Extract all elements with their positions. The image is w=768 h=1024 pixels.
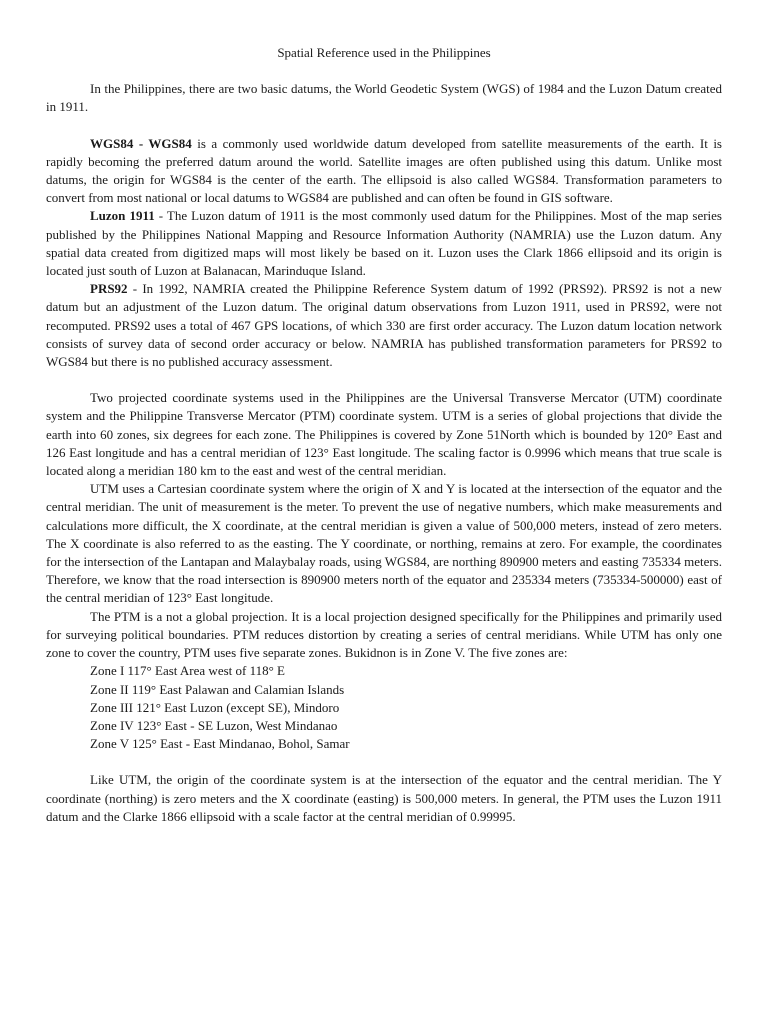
paragraph-gap	[46, 117, 722, 135]
zone-item: Zone V 125° East - East Mindanao, Bohol, Samar	[90, 736, 350, 752]
luzon1911-term: Luzon 1911	[90, 208, 155, 224]
utm-paragraph: UTM uses a Cartesian coordinate system where the origin of X and Y is located at the intersection of the equator and the central meridian. The unit of measurement is the meter. To prevent the use of negative numbers, which make measurements and calculations more difficult, the X coordinate, at the central meridian is given a value of 500,000 meters, instead of zero meters. The X coordinate is also referred to as the easting. The Y coordinate, or northing, remains at zero. For example, the coordinates for the intersection of the Lantapan and Malaybalay roads, using WGS84, are northing 890900 meters and easting 735334 meters. Therefore, we know that the road intersection is 890900 meters north of the equator and 235334 meters (735334-500000) east of the central meridian of 123° East longitude.	[46, 481, 722, 606]
ptm-paragraph: The PTM is a not a global projection. It is a local projection designed specifically for the Philippines and primarily used for surveying political boundaries. PTM reduces distortion by creating a series of central meridians. While UTM has only one zone to cover the country, PTM uses five separate zones. Bukidnon is in Zone V. The five zones are:	[46, 608, 722, 661]
intro-paragraph: In the Philippines, there are two basic datums, the World Geodetic System (WGS) of 1984 and the Luzon Datum created in 1911.	[46, 81, 722, 115]
luzon1911-text: - The Luzon datum of 1911 is the most commonly used datum for the Philippines. Most of the map series published by the Philippines National Mapping and Resource Information Authority (NAMRIA) use the Luzon datum. Any spatial data created from digitized maps will most likely be based on it. Luzon uses the Clark 1866 ellipsoid and its origin is located just south of Luzon at Balanacan, Marinduque Island.	[46, 208, 722, 279]
document-page	[46, 44, 722, 826]
prs92-text: - In 1992, NAMRIA created the Philippine Reference System datum of 1992 (PRS92). PRS92 is not a new datum but an adjustment of the Luzon datum. The original datum observations from Luzon 1911, used in PRS92, were not recomputed. PRS92 uses a total of 467 GPS locations, of which 330 are first order accuracy. The Luzon datum location network consists of survey data of second order accuracy or below. NAMRIA has published transformation parameters for PRS92 to WGS84 but there is no published accuracy assessment.	[46, 281, 722, 370]
wgs84-term: WGS84 - WGS84	[90, 135, 192, 151]
paragraph-gap	[46, 371, 722, 389]
zone-list	[46, 662, 722, 753]
wgs84-text: is a commonly used worldwide datum developed from satellite measurements of the earth. It is rapidly becoming the preferred datum around the world. Satellite images are often published using this datum. Unlike most datums, the origin for WGS84 is the center of the earth. The ellipsoid is also called WGS84. Transformation parameters to convert from most national or local datums to WGS84 are published and can often be found in GIS software.	[46, 135, 722, 206]
prs92-term: PRS92	[90, 281, 128, 297]
zone-item: Zone III 121° East Luzon (except SE), Mindoro	[90, 699, 340, 715]
zone-item: Zone II 119° East Palawan and Calamian Islands	[90, 681, 345, 697]
projections-paragraph: Two projected coordinate systems used in the Philippines are the Universal Transverse Mercator (UTM) coordinate system and the Philippine Transverse Mercator (PTM) coordinate system. UTM is a series of global projections that divide the earth into 60 zones, six degrees for each zone. The Philippines is covered by Zone 51North which is bounded by 120° East and 126 East longitude and has a central meridian of 123° East longitude. The scaling factor is 0.9996 which means that true scale is located along a meridian 180 km to the east and west of the central meridian.	[46, 390, 722, 479]
closing-paragraph: Like UTM, the origin of the coordinate system is at the intersection of the equator and the central meridian. The Y coordinate (northing) is zero meters and the X coordinate (easting) is 500,000 meters. In general, the PTM uses the Luzon 1911 datum and the Clarke 1866 ellipsoid with a scale factor at the central meridian of 0.99995.	[46, 772, 722, 824]
zone-item: Zone I 117° East Area west of 118° E	[90, 663, 285, 679]
paragraph-gap	[46, 753, 722, 771]
prs92-paragraph	[46, 280, 722, 371]
document-title: Spatial Reference used in the Philippines	[277, 45, 491, 60]
wgs84-paragraph	[46, 135, 722, 208]
zone-item: Zone IV 123° East - SE Luzon, West Mindanao	[90, 717, 338, 733]
luzon1911-paragraph	[46, 207, 722, 280]
